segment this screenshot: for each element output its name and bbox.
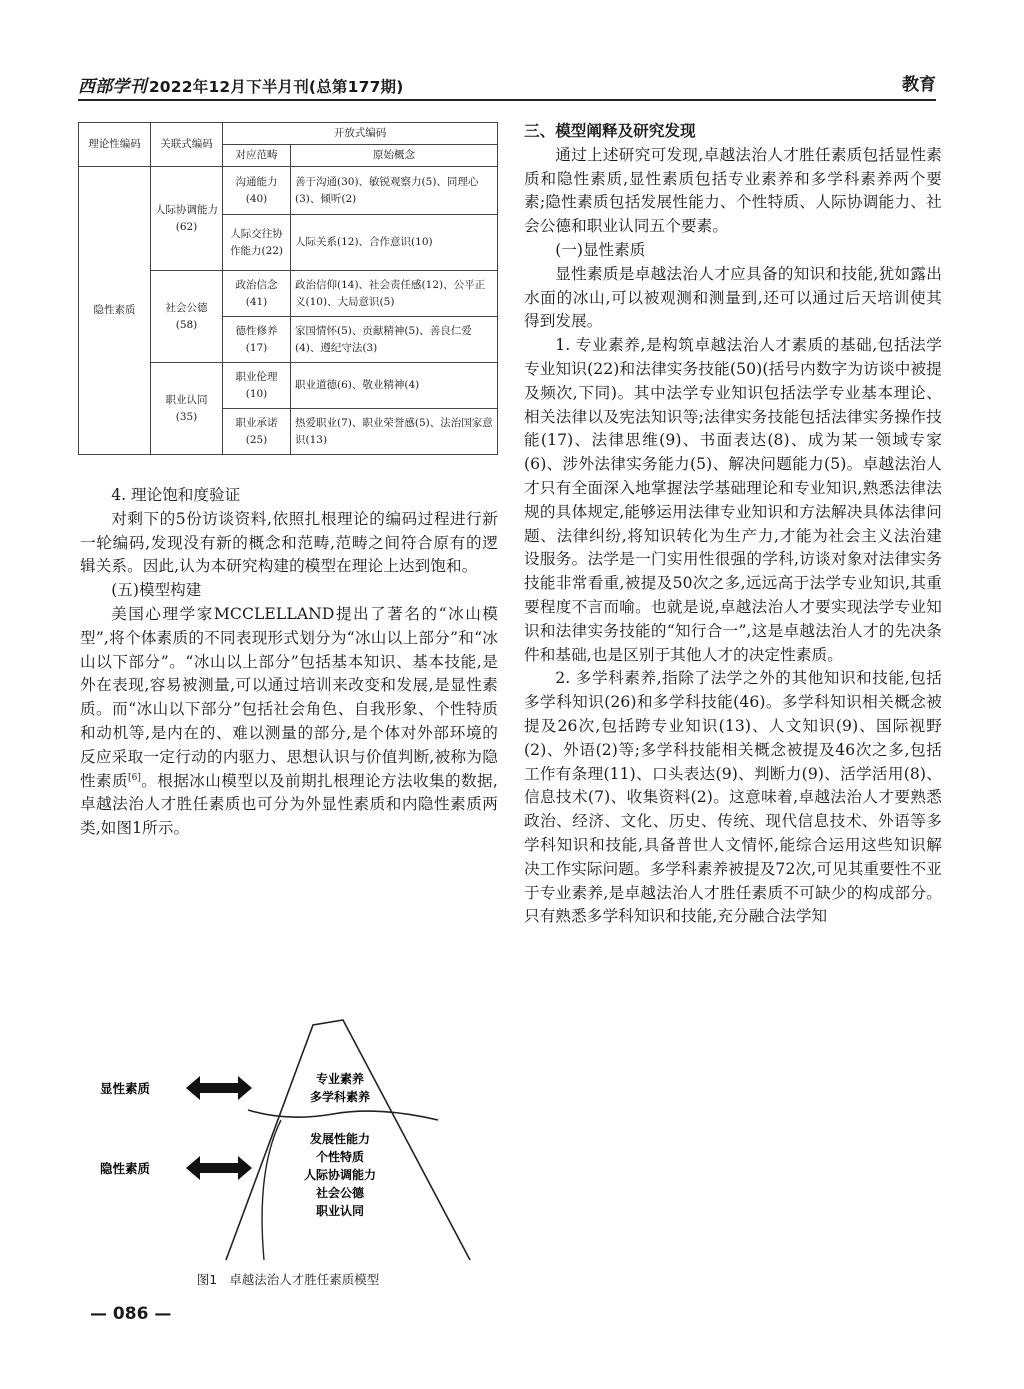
implicit-item: 个性特质 <box>315 1150 365 1164</box>
explicit-arrow <box>186 1076 252 1100</box>
table-sub: 职业认同(35) <box>151 363 223 455</box>
table-cat: 德性修养(17) <box>223 317 291 363</box>
issue-text: 2022年12月下半月刊(总第177期) <box>148 78 404 96</box>
explicit-item: 多学科素养 <box>309 1090 371 1104</box>
table-concept: 人际关系(12)、合作意识(10) <box>291 215 498 271</box>
subsection-heading: (一)显性素质 <box>555 240 646 259</box>
running-header <box>78 70 936 100</box>
table-cat: 职业伦理(10) <box>223 363 291 409</box>
journal-issue <box>78 72 404 97</box>
paragraph: 1. 专业素养,是构筑卓越法治人才素质的基础,包括法学专业知识(22)和法律实务技能(50)(括号内数字为访谈中被提及频次,下同)。其中法学专业知识包括法学专业基本理论、相关法律以及宪法知识等;法律实务技能包括法律实务操作技能(17)、法律思维(9)、书面表达(8)、成为某一领域专家(6)、涉外法律实务能力(5)、解决问题能力(5)。卓越法治人才只有全面深入地掌握法学基础理论和专业知识,熟悉法律法规的具体规定,能够运用法律专业知识和方法解决具体法律问题、法律纠纷,将知识转化为生产力,才能为社会主义法治建设服务。法学是一门实用性很强的学科,访谈对象对法律实务技能非常看重,被提及50次之多,远远高于法学专业知识,其重要程度不言而喻。也就是说,卓越法治人才要实现法学专业知识和法律实务技能的“知行合一”,这是卓越法治人才的先决条件和基础,也是区别于其他人才的决定性素质。 <box>524 336 942 664</box>
table-group: 隐性素质 <box>79 167 151 455</box>
table-cat: 沟通能力(40) <box>223 167 291 215</box>
table-sub: 人际协调能力(62) <box>151 167 223 271</box>
section-name: 教育 <box>902 75 936 95</box>
th-associative: 关联式编码 <box>151 123 223 167</box>
table-concept: 政治信仰(14)、社会责任感(12)、公平正义(10)、大局意识(5) <box>291 271 498 317</box>
implicit-item: 人际协调能力 <box>303 1168 377 1182</box>
table-concept: 善于沟通(30)、敏锐观察力(5)、同理心(3)、倾听(2) <box>291 167 498 215</box>
left-column <box>80 484 498 841</box>
implicit-label: 隐性素质 <box>100 1161 151 1176</box>
implicit-arrow <box>186 1156 252 1180</box>
paragraph: 2. 多学科素养,指除了法学之外的其他知识和技能,包括多学科知识(26)和多学科技能(46)。多学科知识相关概念被提及26次,包括跨专业知识(13)、人文知识(9)、国际视野(2)、外语(2)等;多学科技能相关概念被提及46次之多,包括工作有条理(11)、口头表达(9)、判断力(9)、活学活用(8)、信息技术(7)、收集资料(2)。这意味着,卓越法治人才要熟悉政治、经济、文化、历史、传统、现代信息技术、外语等多学科知识和技能,具备普世人文情怀,能综合运用这些知识解决工作实际问题。多学科素养被提及72次,可见其重要性不亚于专业素养,是卓越法治人才胜任素质不可缺少的构成部分。只有熟悉多学科知识和技能,充分融合法学知 <box>524 669 942 926</box>
caption-number: 图1 <box>196 1272 218 1287</box>
explicit-item: 专业素养 <box>315 1072 365 1086</box>
text-run: 美国心理学家MCCLELLAND提出了著名的“冰山模型”,将个体素质的不同表现形式划分为“冰山以上部分”和“冰山以下部分”。“冰山以上部分”包括基本知识、基本技能,是外在表现,容易被测量,可以通过培训来改变和发展,是显性素质。而“冰山以下部分”包括社会角色、自我形象、个性特质和动机等,是内在的、难以测量的部分,是个体对外部环境的反应采取一定行动的内驱力、思想认识与价值判断,被称为隐性素质 <box>80 604 498 790</box>
table-concept: 家国情怀(5)、贡献精神(5)、善良仁爱(4)、遵纪守法(3) <box>291 317 498 363</box>
citation-ref: [6] <box>127 772 142 783</box>
figure-caption <box>78 1270 498 1288</box>
underwater-edge <box>262 1120 281 1260</box>
text-run: 。根据冰山模型以及前期扎根理论方法收集的数据,卓越法治人才胜任素质也可分为外显性素质和内隐性素质两类,如图1所示。 <box>80 771 498 838</box>
paragraph: 对剩下的5份访谈资料,依照扎根理论的编码过程进行新一轮编码,发现没有新的概念和范畴,范畴之间符合原有的逻辑关系。因此,认为本研究构建的模型在理论上达到饱和。 <box>80 509 498 576</box>
table-sub: 社会公德(58) <box>151 271 223 363</box>
table-cat: 人际交往协作能力(22) <box>223 215 291 271</box>
implicit-item: 职业认同 <box>315 1204 365 1218</box>
section-heading: 三、模型阐释及研究发现 <box>524 122 696 140</box>
subsection-heading: 4. 理论饱和度验证 <box>111 486 241 504</box>
water-line <box>248 1110 438 1120</box>
journal-logo: 西部学刊 <box>78 77 147 97</box>
paragraph: 通过上述研究可发现,卓越法治人才胜任素质包括显性素质和隐性素质,显性素质包括专业素养和多学科素养两个要素;隐性素质包括发展性能力、个性特质、人际协调能力、社会公德和职业认同五个要素。 <box>524 145 942 236</box>
right-column <box>524 120 942 929</box>
paragraph: 显性素质是卓越法治人才应具备的知识和技能,犹如露出水面的冰山,可以被观测和测量到,还可以通过后天培训使其得到发展。 <box>524 264 942 331</box>
table-cat: 职业承诺(25) <box>223 409 291 455</box>
coding-table <box>78 122 498 455</box>
table-cat: 政治信念(41) <box>223 271 291 317</box>
th-concept: 原始概念 <box>291 145 498 167</box>
table-concept: 职业道德(6)、敬业精神(4) <box>291 363 498 409</box>
explicit-label: 显性素质 <box>100 1081 151 1096</box>
implicit-item: 发展性能力 <box>309 1132 371 1146</box>
subsection-heading: (五)模型构建 <box>111 581 202 600</box>
table-concept: 热爱职业(7)、职业荣誉感(5)、法治国家意识(13) <box>291 409 498 455</box>
th-theory: 理论性编码 <box>79 123 151 167</box>
paragraph <box>80 603 498 841</box>
iceberg-figure <box>78 1010 498 1270</box>
th-category: 对应范畴 <box>223 145 291 167</box>
caption-text: 卓越法治人才胜任素质模型 <box>229 1272 380 1287</box>
th-open: 开放式编码 <box>223 123 498 145</box>
implicit-item: 社会公德 <box>315 1186 365 1200</box>
page-number: — 086 — <box>90 1304 172 1324</box>
header-rule <box>78 99 936 101</box>
